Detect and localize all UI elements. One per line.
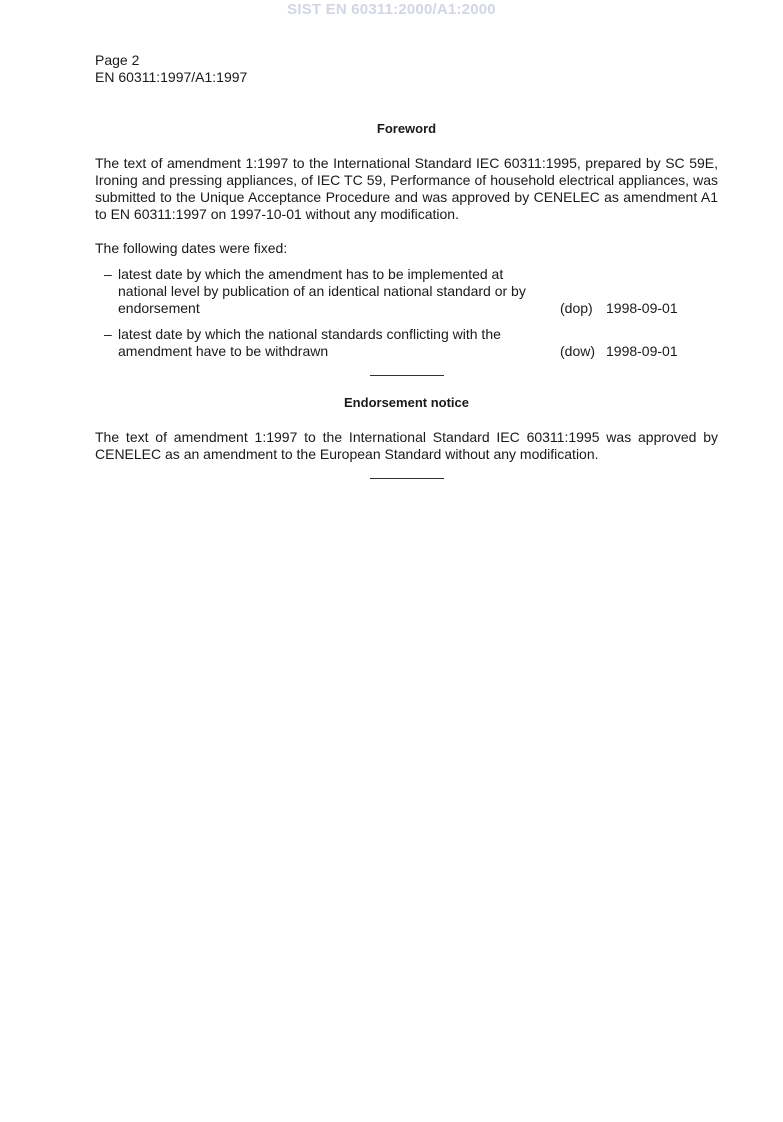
date-value: 1998-09-01 [606,343,678,359]
date-item-text: latest date by which the national standards conflicting with the amendment have to be withdrawn [118,326,501,359]
list-dash: – [104,326,112,342]
page-header [95,52,247,86]
list-dash: – [104,266,112,282]
date-item-dop [104,266,704,317]
date-item-text: latest date by which the amendment has to be implemented at national level by publication of an identical national standard or by endorsement [118,266,526,316]
dates-intro: The following dates were fixed: [95,240,288,256]
page-number: Page 2 [95,52,140,68]
date-code: (dop) [560,300,593,316]
document-reference: EN 60311:1997/A1:1997 [95,69,248,85]
endorsement-title: Endorsement notice [344,395,469,410]
date-code: (dow) [560,343,596,359]
end-divider [370,478,444,479]
date-value: 1998-09-01 [606,300,678,316]
date-item-dow [104,326,704,360]
foreword-title: Foreword [376,121,437,136]
section-divider [370,375,444,376]
watermark: SIST EN 60311:2000/A1:2000 [287,1,496,18]
foreword-body: The text of amendment 1:1997 to the International Standard IEC 60311:1995, prepared by SC 59E, Ironing and pressing appliances, of IEC TC 59, Performance of household electrical appliances, was submitted to the Unique Acceptance Procedure and was approved by CENELEC as amendment A1 to EN 60311:1997 on 1997-10-01 without any modification. [95,155,718,222]
endorsement-body: The text of amendment 1:1997 to the International Standard IEC 60311:1995 was approved by CENELEC as an amendment to the European Standard without any modification. [95,429,718,462]
